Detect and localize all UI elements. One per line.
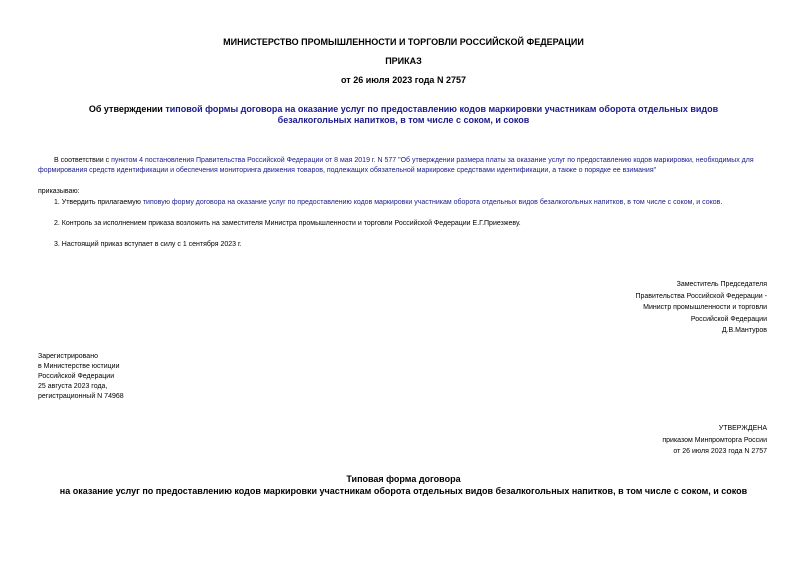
approved-line: УТВЕРЖДЕНА <box>718 425 767 432</box>
order-title-link[interactable]: типовой формы договора на оказание услуг по предоставлению кодов маркировки участникам оборота отдельных видов безалкогольных напитков, в том числе с соком, и соков <box>165 104 719 125</box>
approved-line: приказом Минпромторга России <box>662 436 767 444</box>
signature-line: Правительства Российской Федерации - <box>635 292 767 300</box>
ministry-heading: МИНИСТЕРСТВО ПРОМЫШЛЕННОСТИ И ТОРГОВЛИ РОССИЙСКОЙ ФЕДЕРАЦИИ <box>223 37 584 47</box>
item-1-suffix: . <box>720 199 723 206</box>
form-title-line-1: Типовая форма договора <box>346 474 461 484</box>
item-2: 2. Контроль за исполнением приказа возложить на заместителя Министра промышленности и торговли Российской Федерации Е.Г.Приезжеву. <box>54 220 521 227</box>
item-1 <box>54 198 774 208</box>
approved-line: от 26 июля 2023 года N 2757 <box>673 448 767 455</box>
order-word: приказываю: <box>38 188 80 195</box>
order-date-number: от 26 июля 2023 года N 2757 <box>341 75 466 85</box>
registration-block <box>38 352 124 402</box>
signatory-name: Д.В.Мантуров <box>721 327 767 334</box>
signature-block <box>635 279 767 337</box>
preamble-link[interactable]: пунктом 4 постановления Правительства Российской Федерации от 8 мая 2019 г. N 577 "Об утверждении размера платы за оказание услуг по предоставлению кодов маркировки, необходимых для формирования средств идентификации и обеспечения мониторинга движения товаров, подлежащих обязательной маркировке средствами идентификации, а также о порядке ее взимания" <box>38 157 754 174</box>
registration-line: Зарегистрировано <box>38 353 98 360</box>
preamble-text: В соответствии с <box>54 157 112 164</box>
signature-line: Заместитель Председателя <box>676 281 767 288</box>
preamble-paragraph <box>38 156 768 176</box>
registration-line: в Министерстве юстиции <box>38 363 120 370</box>
signature-line: Российской Федерации <box>690 315 767 323</box>
registration-line: регистрационный N 74968 <box>38 393 124 400</box>
signature-line: Министр промышленности и торговли <box>643 304 767 311</box>
item-1-prefix: 1. Утвердить прилагаемую <box>54 199 143 206</box>
doc-type-heading: ПРИКАЗ <box>385 56 422 66</box>
approved-block <box>662 423 767 458</box>
registration-line: Российской Федерации <box>38 373 115 380</box>
registration-line: 25 августа 2023 года, <box>38 383 108 390</box>
item-3: 3. Настоящий приказ вступает в силу с 1 сентября 2023 г. <box>54 241 242 248</box>
order-title-prefix: Об утверждении <box>88 104 166 114</box>
order-title <box>0 104 807 126</box>
item-1-link[interactable]: типовую форму договора на оказание услуг по предоставлению кодов маркировки участникам оборота отдельных видов безалкогольных напитков, в том числе с соком, и соков <box>142 199 721 206</box>
form-title-line-2: на оказание услуг по предоставлению кодов маркировки участникам оборота отдельных видов безалкогольных напитков, в том числе с соком, и соков <box>59 486 748 496</box>
